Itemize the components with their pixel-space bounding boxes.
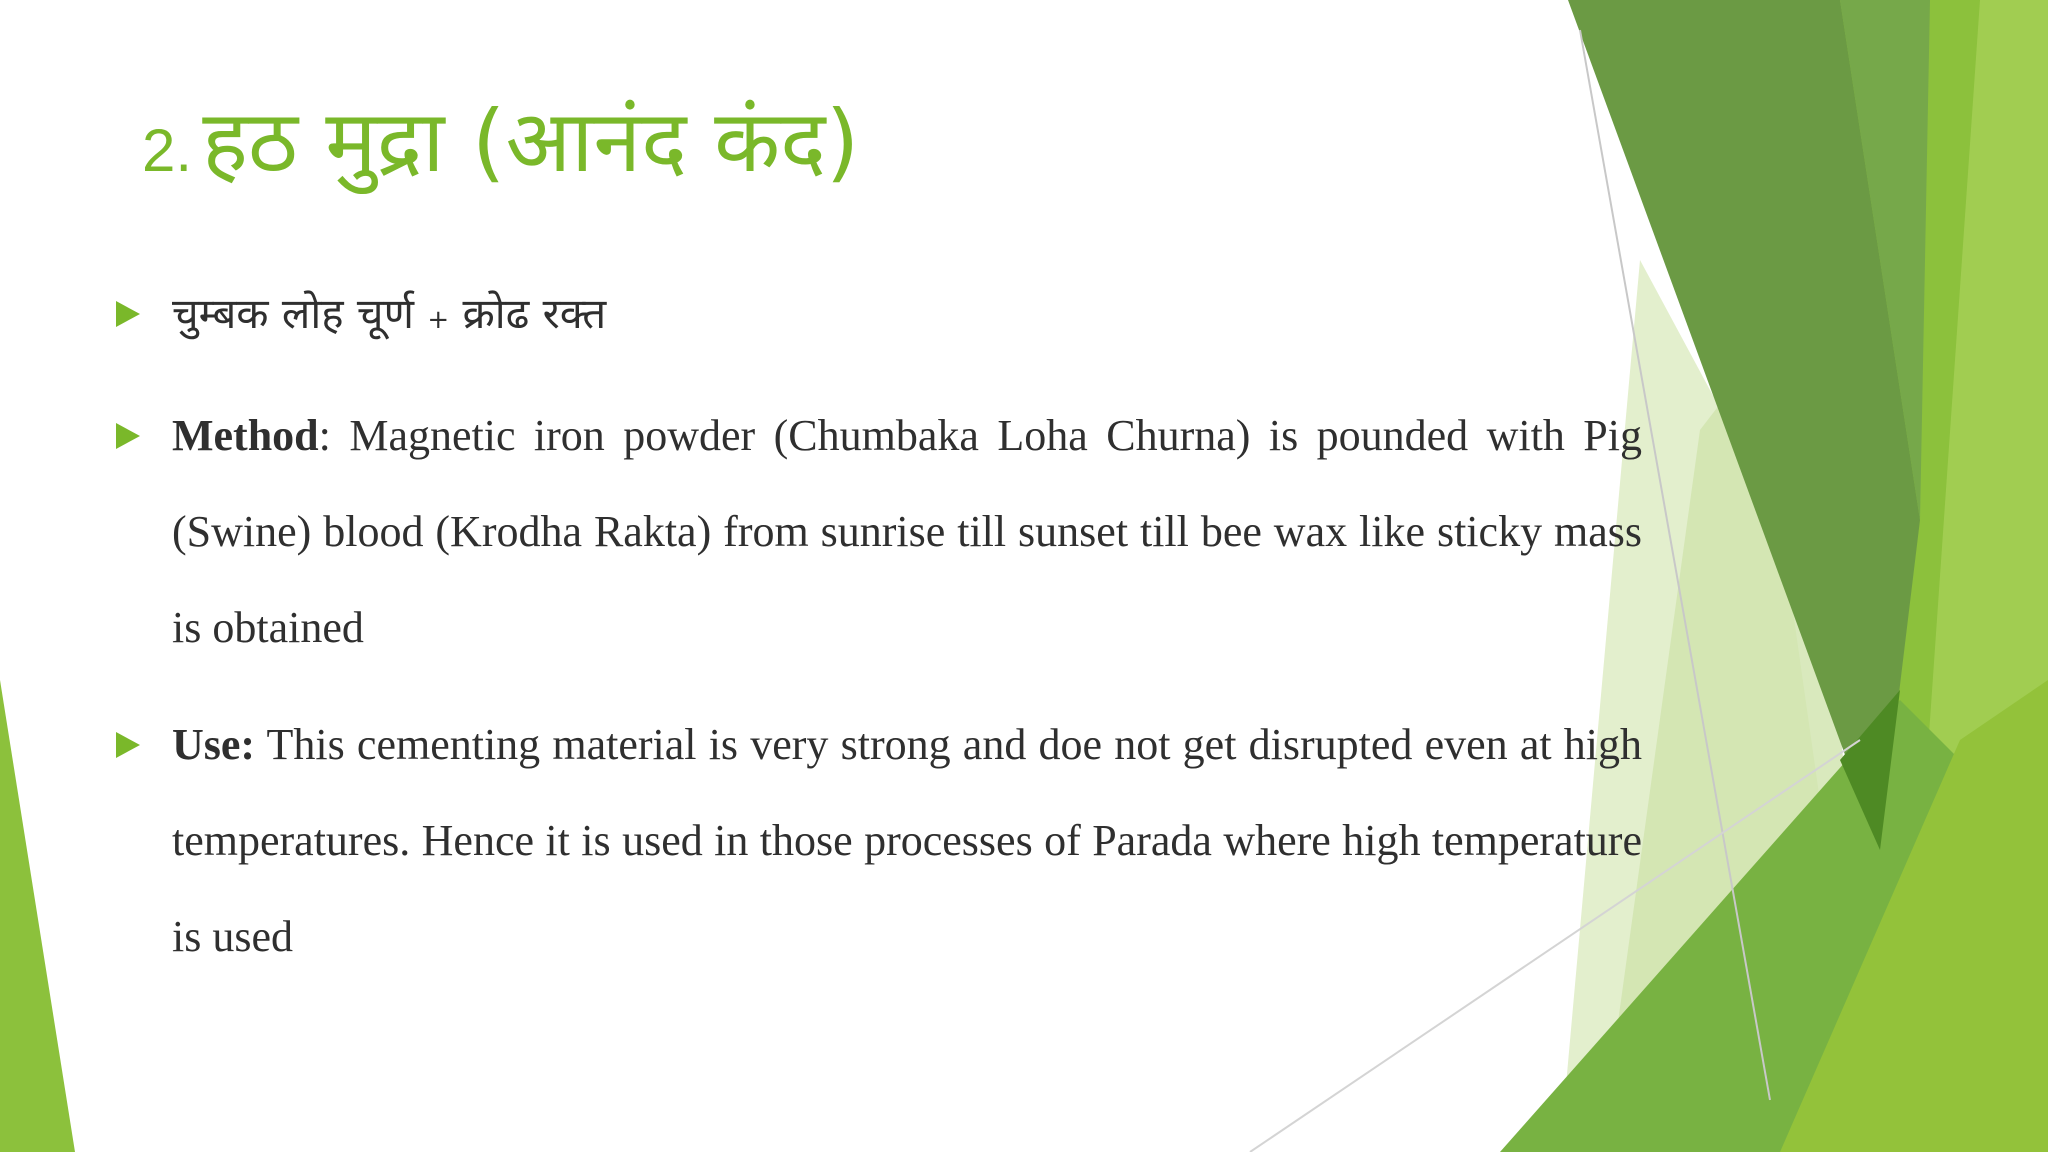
bullet-use-text	[172, 697, 1642, 985]
bullet-ingredients-text	[172, 284, 1642, 350]
title-text: हठ मुद्रा (आनंद कंद)	[202, 92, 860, 192]
use-description: This cementing material is very strong and doe not get disrupted even at high temperatures. Hence it is used in those processes of Parada where high temperature is used	[172, 720, 1642, 961]
method-label: Method	[172, 411, 319, 460]
slide-title	[142, 80, 859, 197]
ingredient-1: चुम्बक लोह चूर्ण	[172, 289, 414, 338]
plus-sign: +	[427, 305, 450, 335]
bullet-arrow-icon	[116, 301, 140, 327]
bullet-arrow-icon	[116, 732, 140, 758]
bullet-arrow-icon	[116, 423, 140, 449]
title-number: 2.	[142, 117, 193, 184]
method-description: : Magnetic iron powder (Chumbaka Loha Churna) is pounded with Pig (Swine) blood (Krodha Rakta) from sunrise till sunset till bee wax like sticky mass is obtained	[172, 411, 1642, 652]
bullet-method-text	[172, 388, 1642, 676]
ingredient-2: क्रोढ रक्त	[462, 289, 607, 338]
left-green-sliver	[0, 680, 75, 1152]
use-label: Use:	[172, 720, 256, 769]
